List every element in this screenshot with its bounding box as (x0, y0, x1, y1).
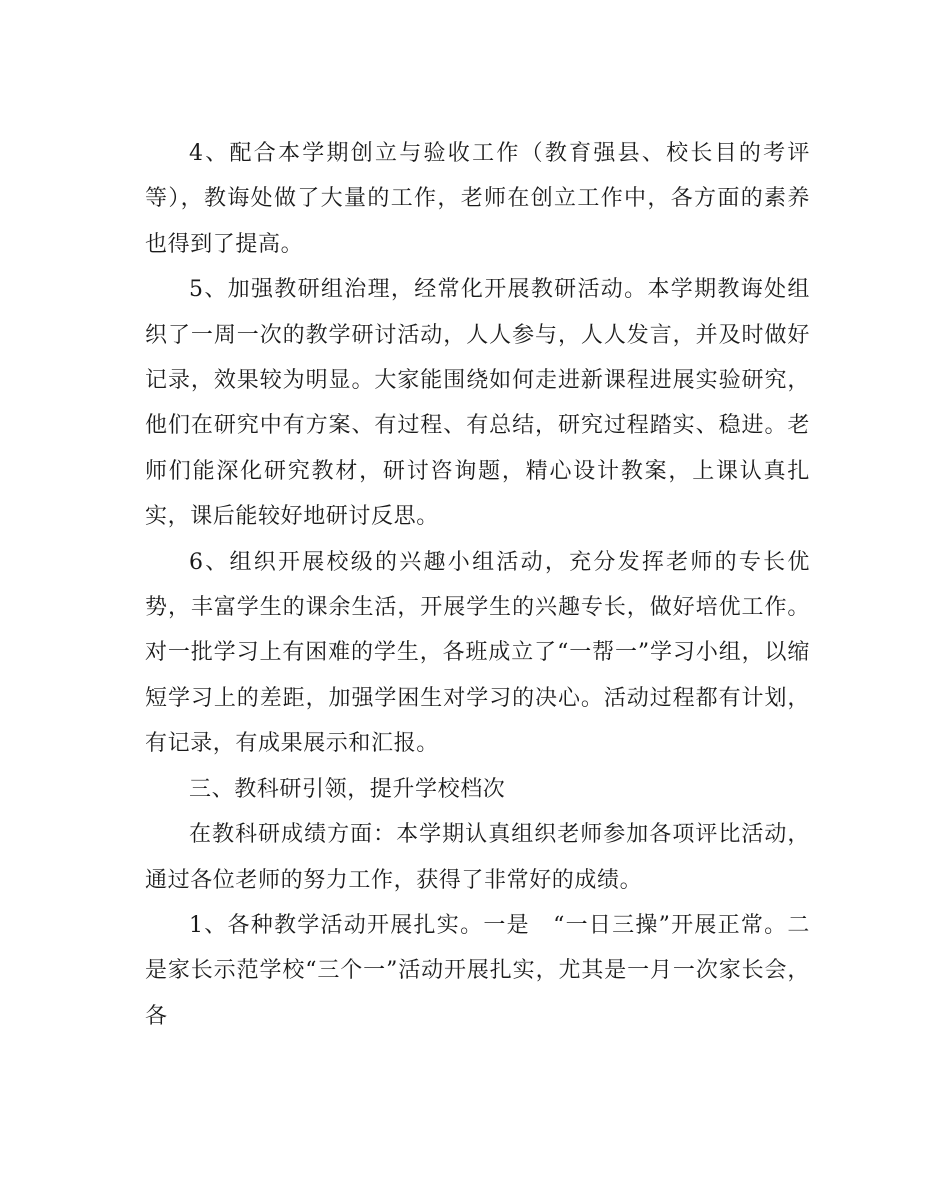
section-heading-3: 三、教科研引领，提升学校档次 (189, 776, 506, 802)
paragraph-item-5: 5、加强教研组治理，经常化开展教研活动。本学期教诲处组织了一周一次的教学研讨活动，人人参与，人人发言，并及时做好记录，效果较为明显。大家能围绕如何走进新课程进展实验研究，他们在研究中有方案、有过程、有总结，研究过程踏实、稳进。老师们能深化研究教材，研讨咨询题，精心设计教案，上课认真扎实，课后能较好地研讨反思。 (145, 277, 810, 530)
paragraph-item-4: 4、配合本学期创立与验收工作（教育强县、校长目的考评等），教诲处做了大量的工作，老师在创立工作中，各方面的素养也得到了提高。 (145, 141, 810, 257)
document-body (145, 131, 810, 1039)
paragraph-item-6: 6、组织开展校级的兴趣小组活动，充分发挥老师的专长优势，丰富学生的课余生活，开展学生的兴趣专长，做好培优工作。对一批学习上有困难的学生，各班成立了“一帮一”学习小组，以缩短学习上的差距，加强学困生对学习的决心。活动过程都有计划，有记录，有成果展示和汇报。 (145, 549, 810, 757)
paragraph-item-1: 1、各种教学活动开展扎实。一是 “一日三操”开展正常。二是家长示范学校“三个一”活动开展扎实，尤其是一月一次家长会，各 (145, 912, 810, 1029)
paragraph-section-intro: 在教科研成绩方面：本学期认真组织老师参加各项评比活动，通过各位老师的努力工作，获得了非常好的成绩。 (145, 822, 810, 893)
